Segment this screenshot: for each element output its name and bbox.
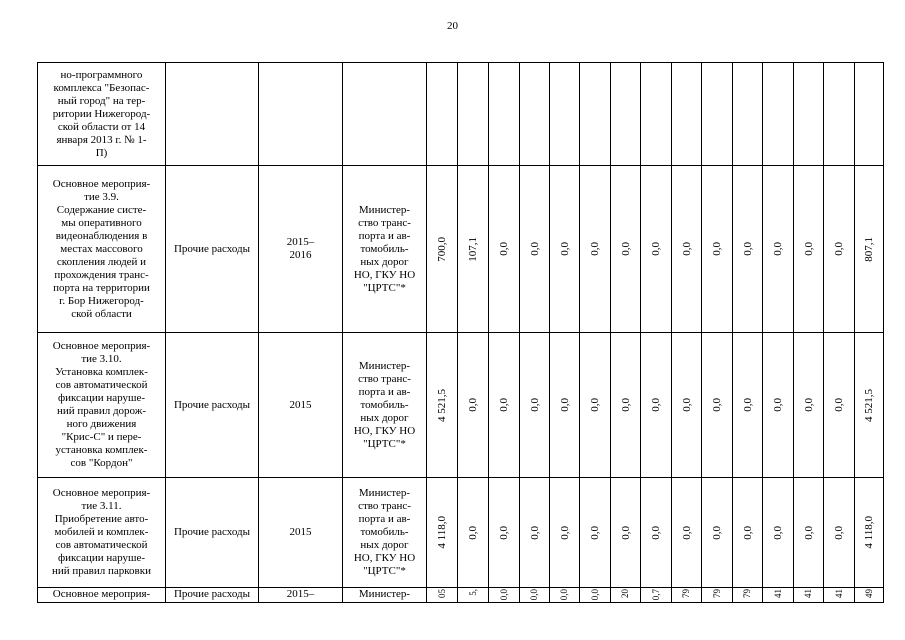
value-text: 0,0 <box>711 525 723 540</box>
value-cell <box>641 63 672 166</box>
value-cell <box>672 166 702 333</box>
value-cell <box>489 478 520 588</box>
executor-line: томобиль- <box>360 398 409 411</box>
description-line: ской области от 14 <box>57 120 146 133</box>
description-line: прохождения транс- <box>54 268 149 281</box>
value-cell <box>520 63 550 166</box>
value-text: 0,0 <box>498 398 510 412</box>
value-cell <box>550 333 580 478</box>
period <box>259 333 343 478</box>
value-text: 0,0 <box>802 242 815 256</box>
value-text: 0,0 <box>529 589 539 601</box>
executor-line: ство транс- <box>358 500 411 512</box>
value-text: 0,0 <box>498 589 509 601</box>
value-cell <box>794 333 824 478</box>
description-line: "Крис-С" и пере- <box>61 431 142 443</box>
value-text: 0,0 <box>741 242 754 256</box>
value-cell <box>550 166 580 333</box>
value-text: 0,0 <box>833 525 845 540</box>
value-text: 807,1 <box>863 236 875 262</box>
description-line: сов "Кордон" <box>70 457 133 469</box>
measure-description <box>38 588 166 603</box>
value-text: 107,1 <box>467 236 479 262</box>
value-cell <box>794 478 824 588</box>
executor <box>343 588 427 603</box>
value-cell <box>824 63 855 166</box>
measure-description <box>38 478 166 588</box>
executor-line: Министер- <box>358 487 411 499</box>
value-cell <box>824 166 855 333</box>
expense-type-label: Прочие расходы <box>173 398 251 411</box>
value-cell <box>702 478 733 588</box>
executor-line: НО, ГКУ НО <box>353 268 416 281</box>
page-number: 20 <box>447 20 458 32</box>
description-line: ний правил дорож- <box>56 405 147 417</box>
value-cell <box>427 166 458 333</box>
description-line: января 2013 г. № 1- <box>56 133 147 146</box>
value-cell <box>458 63 489 166</box>
executor-line: ство транс- <box>358 216 411 229</box>
value-text: 0,0 <box>619 242 632 256</box>
value-text: 0,0 <box>467 398 479 412</box>
executor <box>343 478 427 588</box>
value-text: 0,0 <box>558 242 571 256</box>
value-text: 0,0 <box>680 242 693 256</box>
executor-line: Министер- <box>358 203 411 216</box>
value-text: 49 <box>863 589 874 598</box>
value-text: 0,0 <box>833 398 845 412</box>
executor-line: НО, ГКУ НО <box>353 552 416 564</box>
value-cell <box>733 63 763 166</box>
value-text: 0,0 <box>467 525 479 540</box>
value-cell <box>611 166 641 333</box>
value-text: 0,0 <box>558 525 571 540</box>
value-cell <box>763 166 794 333</box>
value-cell <box>458 166 489 333</box>
value-cell <box>672 588 702 603</box>
description-line: Установка комплек- <box>55 366 148 378</box>
period <box>259 478 343 588</box>
value-cell <box>672 333 702 478</box>
period-line: 2016 <box>289 249 312 261</box>
executor-line: ных дорог <box>360 411 409 424</box>
measure-description <box>38 166 166 333</box>
value-cell <box>520 333 550 478</box>
executor-line: "ЦРТС"* <box>363 437 406 450</box>
value-text: 41 <box>772 589 783 598</box>
description-line: ного движения <box>66 418 137 430</box>
period-line: 2015– <box>286 236 315 248</box>
value-cell <box>427 478 458 588</box>
value-cell <box>550 588 580 603</box>
budget-table <box>37 62 884 603</box>
value-cell <box>520 478 550 588</box>
value-cell <box>641 588 672 603</box>
value-text: 41 <box>833 589 844 598</box>
description-line: ритории Нижегород- <box>52 107 151 120</box>
description-line: ный город" на тер- <box>57 94 146 107</box>
executor-line: томобиль- <box>360 242 409 255</box>
value-text: 0,7 <box>650 589 661 601</box>
value-cell <box>672 63 702 166</box>
description-line: тие 3.11. <box>81 500 122 512</box>
value-text: 4 118,0 <box>863 516 875 549</box>
value-cell <box>489 333 520 478</box>
value-text: 0,0 <box>498 242 510 256</box>
executor-line: порта и ав- <box>358 513 411 525</box>
value-cell <box>824 588 855 603</box>
value-text: 0,0 <box>802 398 815 412</box>
value-text: 0,0 <box>650 398 662 412</box>
executor-line: Министер- <box>358 359 411 372</box>
value-text: 0,0 <box>741 398 754 412</box>
description-line: Основное мероприя- <box>52 177 151 190</box>
value-cell <box>458 478 489 588</box>
value-text: 0,0 <box>619 525 632 540</box>
executor-line: "ЦРТС"* <box>363 565 406 577</box>
value-cell <box>611 478 641 588</box>
description-line: комплекса "Безопас- <box>53 81 150 94</box>
executor-line: порта и ав- <box>358 229 411 242</box>
description-line: П) <box>95 146 108 159</box>
description-line: мобилей и комплек- <box>54 526 149 538</box>
value-cell <box>580 588 611 603</box>
period <box>259 588 343 603</box>
executor-line: ство транс- <box>358 372 411 385</box>
description-line: сов автоматической <box>55 379 148 391</box>
value-cell <box>580 333 611 478</box>
value-cell <box>427 588 458 603</box>
value-text: 0,0 <box>680 525 693 540</box>
value-cell <box>733 166 763 333</box>
value-cell <box>520 588 550 603</box>
value-cell <box>672 478 702 588</box>
expense-type <box>166 588 259 603</box>
value-text: 0,0 <box>680 398 693 412</box>
value-text: 0,0 <box>772 525 784 540</box>
value-cell <box>580 166 611 333</box>
value-text: 05 <box>436 589 447 598</box>
value-cell <box>763 478 794 588</box>
executor <box>343 333 427 478</box>
value-cell <box>855 478 884 588</box>
period-line: 2015– <box>286 588 315 600</box>
value-cell <box>611 333 641 478</box>
period-line: 2015 <box>289 398 312 411</box>
value-text: 79 <box>742 589 752 598</box>
value-cell <box>794 63 824 166</box>
expense-type <box>166 63 259 166</box>
value-text: 79 <box>681 589 691 598</box>
value-text: 79 <box>711 589 722 598</box>
value-cell <box>824 333 855 478</box>
measure-description <box>38 63 166 166</box>
description-line: установка комплек- <box>55 444 148 456</box>
description-line: Основное мероприя- <box>52 340 151 352</box>
description-line: ской области <box>71 307 132 320</box>
value-text: 0,0 <box>559 589 569 601</box>
description-line: тие 3.10. <box>81 353 122 365</box>
description-line: Основное мероприя- <box>52 588 151 600</box>
value-text: 0,0 <box>528 398 541 412</box>
value-text: 700,0 <box>436 236 448 262</box>
executor-line: Министер- <box>358 588 411 600</box>
description-line: порта на территории <box>53 281 150 294</box>
value-text: 0,0 <box>589 525 601 540</box>
executor-line: ных дорог <box>360 539 409 551</box>
value-text: 5, <box>467 589 478 596</box>
value-cell <box>520 166 550 333</box>
value-text: 0,0 <box>650 525 662 540</box>
value-cell <box>489 166 520 333</box>
value-text: 0,0 <box>528 242 541 256</box>
value-cell <box>702 63 733 166</box>
value-text: 4 521,5 <box>436 388 448 422</box>
value-text: 0,0 <box>528 525 541 540</box>
value-cell <box>641 166 672 333</box>
value-text: 0,0 <box>589 589 600 601</box>
description-line: скопления людей и <box>56 255 147 268</box>
expense-type-label: Прочие расходы <box>173 242 251 255</box>
executor <box>343 166 427 333</box>
description-line: мы оперативного <box>61 216 142 229</box>
description-line: Приобретение авто- <box>54 513 149 525</box>
executor-line: порта и ав- <box>358 385 411 398</box>
value-text: 4 521,5 <box>863 388 875 422</box>
value-cell <box>702 166 733 333</box>
description-line: сов автоматической <box>55 539 148 551</box>
period <box>259 166 343 333</box>
value-cell <box>580 478 611 588</box>
value-text: 0,0 <box>772 242 784 256</box>
expense-type-label: Прочие расходы <box>173 526 251 538</box>
value-cell <box>458 333 489 478</box>
value-text: 41 <box>803 589 813 598</box>
description-line: Основное мероприя- <box>52 487 151 499</box>
expense-type <box>166 166 259 333</box>
value-cell <box>763 588 794 603</box>
expense-type <box>166 478 259 588</box>
value-cell <box>641 333 672 478</box>
value-cell <box>489 588 520 603</box>
measure-description <box>38 333 166 478</box>
value-cell <box>702 333 733 478</box>
value-text: 0,0 <box>619 398 632 412</box>
value-cell <box>855 63 884 166</box>
value-text: 0,0 <box>558 398 571 412</box>
description-line: Содержание систе- <box>56 203 147 216</box>
value-text: 0,0 <box>802 525 815 540</box>
executor-line: НО, ГКУ НО <box>353 424 416 437</box>
value-cell <box>733 333 763 478</box>
description-line: фиксации наруше- <box>57 392 146 404</box>
value-cell <box>427 333 458 478</box>
description-line: фиксации наруше- <box>57 552 146 564</box>
value-text: 20 <box>620 589 630 598</box>
expense-type <box>166 333 259 478</box>
executor-line: "ЦРТС"* <box>363 281 406 294</box>
expense-type-label: Прочие расходы <box>173 588 251 600</box>
value-text: 0,0 <box>711 398 723 412</box>
value-cell <box>702 588 733 603</box>
value-cell <box>611 588 641 603</box>
value-cell <box>611 63 641 166</box>
value-text: 0,0 <box>772 398 784 412</box>
value-cell <box>641 478 672 588</box>
value-cell <box>763 333 794 478</box>
description-line: но-программного <box>60 68 143 81</box>
period <box>259 63 343 166</box>
executor-line: томобиль- <box>360 526 409 538</box>
value-cell <box>550 63 580 166</box>
description-line: видеонаблюдения в <box>55 229 148 242</box>
value-cell <box>733 588 763 603</box>
value-cell <box>855 166 884 333</box>
value-cell <box>763 63 794 166</box>
period-line: 2015 <box>289 526 312 538</box>
value-text: 0,0 <box>833 242 845 256</box>
value-text: 0,0 <box>650 242 662 256</box>
value-text: 0,0 <box>589 242 601 256</box>
value-text: 0,0 <box>589 398 601 412</box>
description-line: тие 3.9. <box>84 190 119 203</box>
value-cell <box>580 63 611 166</box>
value-text: 0,0 <box>498 525 510 540</box>
value-cell <box>824 478 855 588</box>
executor <box>343 63 427 166</box>
executor-line: ных дорог <box>360 255 409 268</box>
value-cell <box>550 478 580 588</box>
description-line: ний правил парковки <box>52 565 151 577</box>
description-line: г. Бор Нижегород- <box>59 294 144 307</box>
value-text: 4 118,0 <box>436 516 448 549</box>
value-cell <box>427 63 458 166</box>
value-cell <box>855 333 884 478</box>
value-cell <box>794 588 824 603</box>
value-cell <box>794 166 824 333</box>
value-cell <box>733 478 763 588</box>
value-cell <box>855 588 884 603</box>
value-cell <box>489 63 520 166</box>
value-cell <box>458 588 489 603</box>
value-text: 0,0 <box>711 242 723 256</box>
description-line: местах массового <box>60 242 143 255</box>
value-text: 0,0 <box>741 525 754 540</box>
